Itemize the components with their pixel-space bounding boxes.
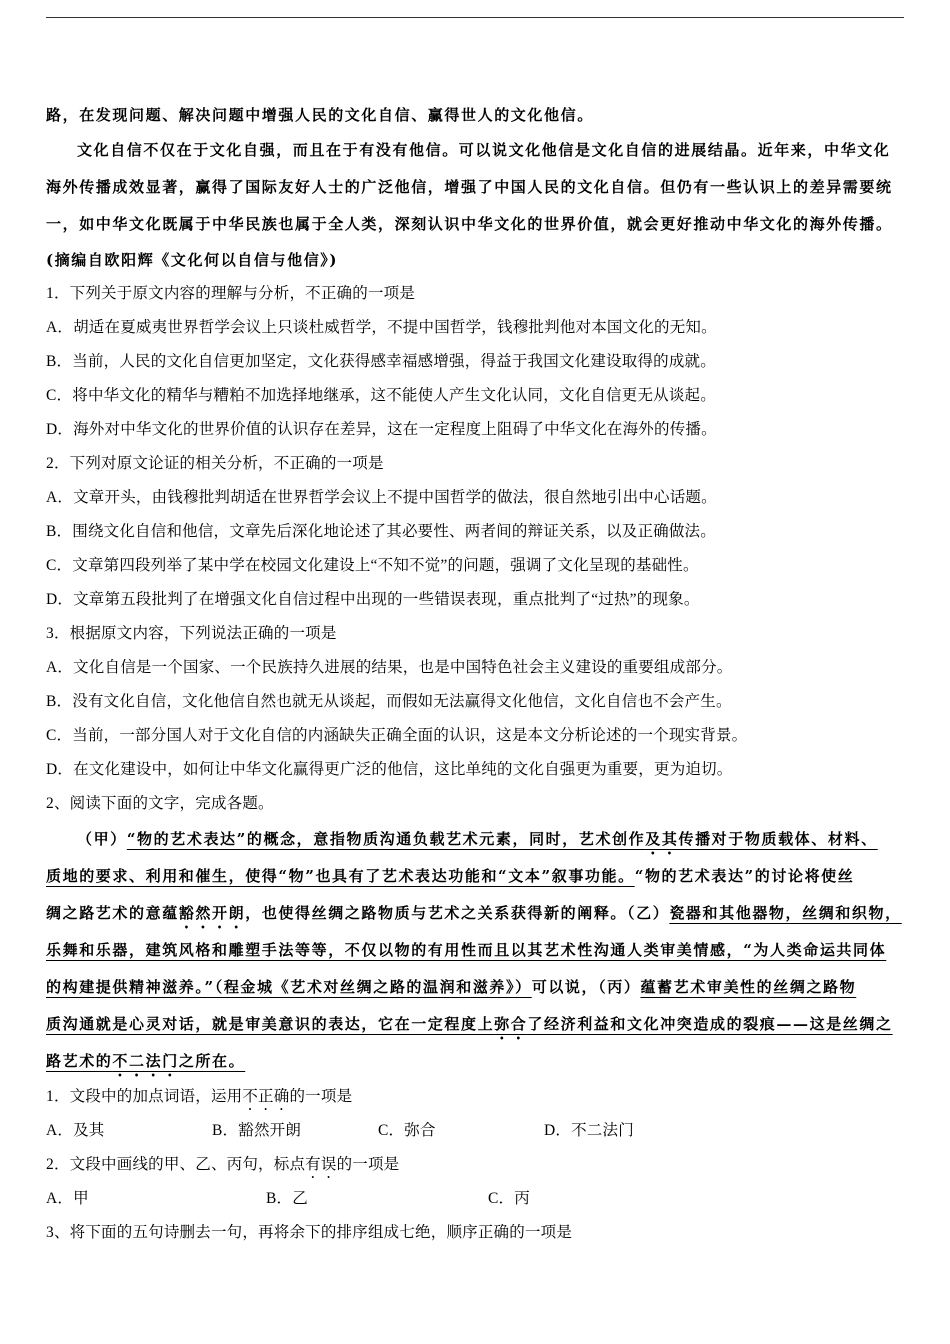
passage-line xyxy=(46,932,904,969)
option-c: C．将中华文化的精华与糟粕不加选择地继承，这不能使人产生文化认同，文化自信更无从谈起。 xyxy=(46,387,716,404)
passage-2 xyxy=(46,821,904,1080)
underlined-sentence-jia xyxy=(127,830,878,848)
question-3 xyxy=(46,617,904,787)
dotted-word-mihe: 弥合 xyxy=(494,1015,528,1033)
text-span: 的一项是 xyxy=(289,1088,353,1105)
dotted-word-jiqi: 及其 xyxy=(645,830,679,848)
question-2 xyxy=(46,447,904,617)
text-span: ，也使得丝绸之路物质与艺术之关系获得新的阐释。（乙） xyxy=(245,904,670,922)
option-c: C．当前，一部分国人对于文化自信的内涵缺失正确全面的认识，这是本文分析论述的一个现实背景。 xyxy=(46,727,748,744)
passage-line: 一，如中华文化既属于中华民族也属于全人类，深刻认识中华文化的世界价值，就会更好推动中华文化的海外传播。 xyxy=(46,215,893,233)
option-b: B．围绕文化自信和他信，文章先后深化地论述了其必要性、两者间的辩证关系，以及正确做法。 xyxy=(46,523,716,540)
option-d: D．文章第五段批判了在增强文化自信过程中出现的一些错误表现，重点批判了“过热”的现象。 xyxy=(46,591,700,608)
emphasis-wrong: 有误 xyxy=(305,1156,337,1173)
passage-line xyxy=(46,858,904,895)
passage-line xyxy=(46,1006,904,1043)
question-stem: 2．下列对原文论证的相关分析，不正确的一项是 xyxy=(46,455,384,472)
passage-line xyxy=(46,895,904,932)
passage-1 xyxy=(46,98,904,277)
dotted-word-huoran: 豁然开朗 xyxy=(178,904,246,922)
section-3-heading: 3、将下面的五句诗删去一句，再将余下的排序组成七绝，顺序正确的一项是 xyxy=(46,1224,573,1241)
question-1 xyxy=(46,277,904,447)
underlined-sentence-yi-cont: 乐舞和乐器，建筑风格和雕塑手法等等，不仅以物的有用性而且以其艺术性沟通人类审美情感，“为人类命运共同体 xyxy=(46,941,887,959)
option-a: A．甲 xyxy=(46,1190,89,1207)
passage-line xyxy=(46,969,904,1006)
text-span: 路艺术的 xyxy=(46,1052,113,1070)
passage-source: (摘编自欧阳辉《文化何以自信与他信》) xyxy=(46,251,339,269)
document-body xyxy=(46,98,904,1250)
underlined-sentence-yi: 瓷器和其他器物，丝绸和织物， xyxy=(669,904,902,922)
question-2-1 xyxy=(46,1080,904,1148)
question-stem xyxy=(46,1148,904,1182)
option-d: D．海外对中华文化的世界价值的认识存在差异，这在一定程度上阻碍了中华文化在海外的传播。 xyxy=(46,421,717,438)
underlined-sentence-bing: 蕴蓄艺术审美性的丝绸之路物 xyxy=(640,978,857,996)
option-b: B．没有文化自信，文化他信自然也就无从谈起，而假如无法赢得文化他信，文化自信也不会产生。 xyxy=(46,693,732,710)
text-span: 2．文段中画线的甲、乙、丙句，标点 xyxy=(46,1156,306,1173)
question-stem: 1．下列关于原文内容的理解与分析，不正确的一项是 xyxy=(46,285,416,302)
options-row xyxy=(46,1182,904,1216)
underlined-sentence-bing-end xyxy=(46,1052,245,1070)
option-b: B．乙 xyxy=(266,1190,308,1207)
option-c: C．丙 xyxy=(488,1190,530,1207)
text-span: 绸之路艺术的意蕴 xyxy=(46,904,179,922)
option-b: B．豁然开朗 xyxy=(212,1122,302,1139)
emphasis-not-correct: 不正确 xyxy=(242,1088,290,1105)
option-c: C．弥合 xyxy=(378,1122,436,1139)
underlined-sentence-jia-end: 质地的要求、利用和催生，使得“物”也具有了艺术表达功能和“文本”叙事功能。 xyxy=(46,867,635,885)
label-jia: （甲） xyxy=(77,830,127,848)
section-2-heading: 2、阅读下面的文字，完成各题。 xyxy=(46,795,274,812)
text-span: 的一项是 xyxy=(336,1156,400,1173)
option-c: C．文章第四段列举了某中学在校园文化建设上“不知不觉”的问题，强调了文化呈现的基础性。 xyxy=(46,557,699,574)
text-span: 了经济利益和文化冲突造成的裂痕——这是丝绸之 xyxy=(527,1015,893,1033)
underlined-sentence-yi-end: 的构建提供精神滋养。”（程金城《艺术对丝绸之路的温润和滋养》） xyxy=(46,978,532,996)
option-d: D．不二法门 xyxy=(544,1122,634,1139)
question-2-2 xyxy=(46,1148,904,1216)
option-a: A．及其 xyxy=(46,1122,105,1139)
options-row xyxy=(46,1114,904,1148)
option-b: B．当前，人民的文化自信更加坚定，文化获得感幸福感增强，得益于我国文化建设取得的成就。 xyxy=(46,353,716,370)
text-span: 质沟通就是心灵对话，就是审美意识的表达，它在一定程度上 xyxy=(46,1015,495,1033)
dotted-word-buer: 不二法门 xyxy=(112,1052,179,1070)
option-d: D．在文化建设中，如何让中华文化赢得更广泛的他信，这比单纯的文化自强更为重要，更为迫切。 xyxy=(46,761,733,778)
question-stem: 3．根据原文内容，下列说法正确的一项是 xyxy=(46,625,337,642)
text-span: 可以说，（丙） xyxy=(531,978,641,996)
passage-line xyxy=(46,1043,904,1080)
header-rule xyxy=(46,17,904,18)
question-stem xyxy=(46,1080,904,1114)
text-span: 之所在。 xyxy=(178,1052,246,1070)
passage-line: 文化自信不仅在于文化自强，而且在于有没有他信。可以说文化他信是文化自信的进展结晶。近年来，中华文化 xyxy=(77,141,891,159)
text-span: “物的艺术表达”的概念，意指物质沟通负载艺术元素，同时，艺术创作 xyxy=(126,830,646,848)
text-span: 1．文段中的加点词语，运用 xyxy=(46,1088,243,1105)
passage-line: 海外传播成效显著，赢得了国际友好人士的广泛他信，增强了中国人民的文化自信。但仍有一些认识上的差异需要统 xyxy=(46,178,893,196)
underlined-sentence-bing-cont xyxy=(46,1015,893,1033)
option-a: A．胡适在夏威夷世界哲学会议上只谈杜威哲学，不提中国哲学，钱穆批判他对本国文化的无知。 xyxy=(46,319,717,336)
passage-line xyxy=(46,821,904,858)
passage-line: 路，在发现问题、解决问题中增强人民的文化自信、赢得世人的文化他信。 xyxy=(46,106,594,124)
text-span: 传播对于物质载体、材料、 xyxy=(678,830,878,848)
text-span: “物的艺术表达”的讨论将使丝 xyxy=(634,867,855,885)
option-a: A．文章开头，由钱穆批判胡适在世界哲学会议上不提中国哲学的做法，很自然地引出中心话题。 xyxy=(46,489,717,506)
option-a: A．文化自信是一个国家、一个民族持久进展的结果，也是中国特色社会主义建设的重要组成部分。 xyxy=(46,659,733,676)
